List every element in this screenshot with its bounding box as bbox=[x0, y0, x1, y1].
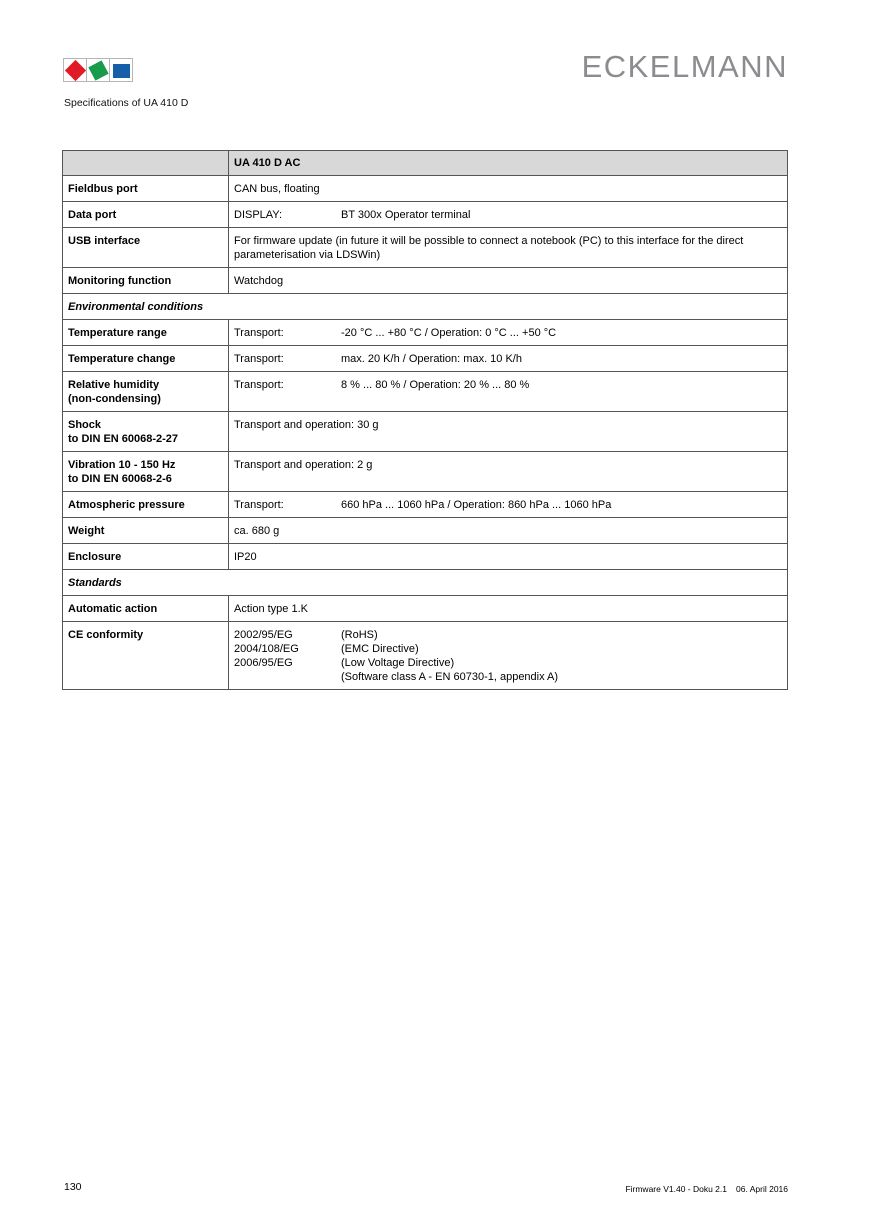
spec-label-cell: Data port bbox=[63, 202, 229, 228]
value-tab-label: Transport: bbox=[234, 353, 284, 365]
value-text: (RoHS) bbox=[341, 629, 378, 641]
page-subtitle: Specifications of UA 410 D bbox=[64, 97, 189, 109]
value-text: CAN bus, floating bbox=[234, 183, 320, 195]
spec-value-cell bbox=[229, 622, 788, 690]
spec-label-cell: Weight bbox=[63, 518, 229, 544]
spec-label-cell: Temperature range bbox=[63, 320, 229, 346]
eckelmann-logo-icon bbox=[63, 58, 132, 82]
value-tab-label: 2004/108/EG bbox=[234, 643, 299, 655]
spec-label-cell: Monitoring function bbox=[63, 268, 229, 294]
spec-row bbox=[63, 412, 788, 452]
spec-value-line bbox=[234, 550, 781, 564]
spec-label-cell: Temperature change bbox=[63, 346, 229, 372]
spec-label-cell: Vibration 10 - 150 Hz to DIN EN 60068-2-6 bbox=[63, 452, 229, 492]
spec-row bbox=[63, 596, 788, 622]
spec-row bbox=[63, 492, 788, 518]
spec-value-cell bbox=[229, 518, 788, 544]
red-diamond-icon bbox=[65, 60, 86, 81]
value-text: ca. 680 g bbox=[234, 525, 280, 537]
spec-value-cell bbox=[229, 320, 788, 346]
value-tab-label: 2002/95/EG bbox=[234, 629, 293, 641]
value-text: (Software class A - EN 60730-1, appendix A) bbox=[341, 671, 559, 683]
table-header-row bbox=[63, 151, 788, 176]
value-text: Transport and operation: 30 g bbox=[234, 419, 379, 431]
spec-value-line bbox=[234, 656, 781, 670]
logo-cell-red bbox=[63, 58, 87, 82]
logo-cell-green bbox=[86, 58, 110, 82]
value-text: (Low Voltage Directive) bbox=[341, 657, 455, 669]
value-text: Transport and operation: 2 g bbox=[234, 459, 373, 471]
spec-value-cell bbox=[229, 492, 788, 518]
spec-value-cell bbox=[229, 412, 788, 452]
spec-label-cell: Fieldbus port bbox=[63, 176, 229, 202]
spec-label-cell: Automatic action bbox=[63, 596, 229, 622]
spec-value-line bbox=[234, 670, 781, 684]
spec-value-line bbox=[234, 498, 781, 512]
value-text: 660 hPa ... 1060 hPa / Operation: 860 hPa ... 1060 hPa bbox=[341, 499, 612, 511]
spec-value-line bbox=[234, 628, 781, 642]
spec-label-cell: Atmospheric pressure bbox=[63, 492, 229, 518]
value-tab-label: Transport: bbox=[234, 379, 284, 391]
spec-value-cell bbox=[229, 544, 788, 570]
spec-value-line bbox=[234, 234, 781, 262]
value-text: max. 20 K/h / Operation: max. 10 K/h bbox=[341, 353, 522, 365]
green-square-icon bbox=[88, 60, 108, 80]
spec-value-cell bbox=[229, 452, 788, 492]
spec-value-cell bbox=[229, 268, 788, 294]
spec-value-line bbox=[234, 602, 781, 616]
spec-value-line bbox=[234, 208, 781, 222]
spec-value-line bbox=[234, 418, 781, 432]
logo-cell-blue bbox=[109, 58, 133, 82]
spec-label-cell: Shock to DIN EN 60068-2-27 bbox=[63, 412, 229, 452]
spec-row bbox=[63, 202, 788, 228]
table-header-product-cell: UA 410 D AC bbox=[229, 151, 788, 176]
brand-wordmark: ECKELMANN bbox=[581, 49, 788, 84]
spec-value-cell bbox=[229, 176, 788, 202]
value-text: Watchdog bbox=[234, 275, 284, 287]
spec-value-cell bbox=[229, 346, 788, 372]
spec-value-cell bbox=[229, 228, 788, 268]
value-text: -20 °C ... +80 °C / Operation: 0 °C ... +50 °C bbox=[341, 327, 557, 339]
spec-label-cell: Relative humidity (non-condensing) bbox=[63, 372, 229, 412]
value-tab-label: Transport: bbox=[234, 327, 284, 339]
spec-value-line bbox=[234, 326, 781, 340]
spec-table bbox=[62, 150, 788, 690]
value-text: For firmware update (in future it will be possible to connect a notebook (PC) to this interface for the direct parameterisation via LDSWin) bbox=[234, 235, 744, 261]
spec-value-cell bbox=[229, 372, 788, 412]
spec-row bbox=[63, 228, 788, 268]
table-header-empty-cell bbox=[63, 151, 229, 176]
spec-row bbox=[63, 518, 788, 544]
blue-square-icon bbox=[113, 64, 130, 78]
value-text: Action type 1.K bbox=[234, 603, 308, 615]
footer-doc-info: Firmware V1.40 - Doku 2.1 bbox=[625, 1184, 728, 1194]
footer-date: 06. April 2016 bbox=[736, 1184, 788, 1194]
footer-info bbox=[625, 1184, 788, 1194]
spec-row bbox=[63, 320, 788, 346]
value-text: (EMC Directive) bbox=[341, 643, 419, 655]
spec-label-cell: USB interface bbox=[63, 228, 229, 268]
value-text: IP20 bbox=[234, 551, 257, 563]
spec-value-line bbox=[234, 352, 781, 366]
value-tab-label: 2006/95/EG bbox=[234, 657, 293, 669]
spec-value-line bbox=[234, 182, 781, 196]
spec-row bbox=[63, 346, 788, 372]
spec-value-cell bbox=[229, 202, 788, 228]
value-tab-label: Transport: bbox=[234, 499, 284, 511]
value-tab-label: DISPLAY: bbox=[234, 209, 283, 221]
spec-row bbox=[63, 372, 788, 412]
spec-row bbox=[63, 176, 788, 202]
spec-value-line bbox=[234, 378, 781, 392]
section-label: Standards bbox=[63, 570, 788, 596]
value-text: BT 300x Operator terminal bbox=[341, 209, 471, 221]
value-text: 8 % ... 80 % / Operation: 20 % ... 80 % bbox=[341, 379, 530, 391]
spec-label-cell: CE conformity bbox=[63, 622, 229, 690]
spec-row bbox=[63, 622, 788, 690]
spec-label-cell: Enclosure bbox=[63, 544, 229, 570]
page-number: 130 bbox=[64, 1181, 82, 1193]
spec-value-cell bbox=[229, 596, 788, 622]
spec-row bbox=[63, 268, 788, 294]
spec-value-line bbox=[234, 642, 781, 656]
spec-value-line bbox=[234, 458, 781, 472]
section-row bbox=[63, 294, 788, 320]
section-label: Environmental conditions bbox=[63, 294, 788, 320]
spec-row bbox=[63, 544, 788, 570]
spec-value-line bbox=[234, 274, 781, 288]
spec-row bbox=[63, 452, 788, 492]
spec-value-line bbox=[234, 524, 781, 538]
section-row bbox=[63, 570, 788, 596]
